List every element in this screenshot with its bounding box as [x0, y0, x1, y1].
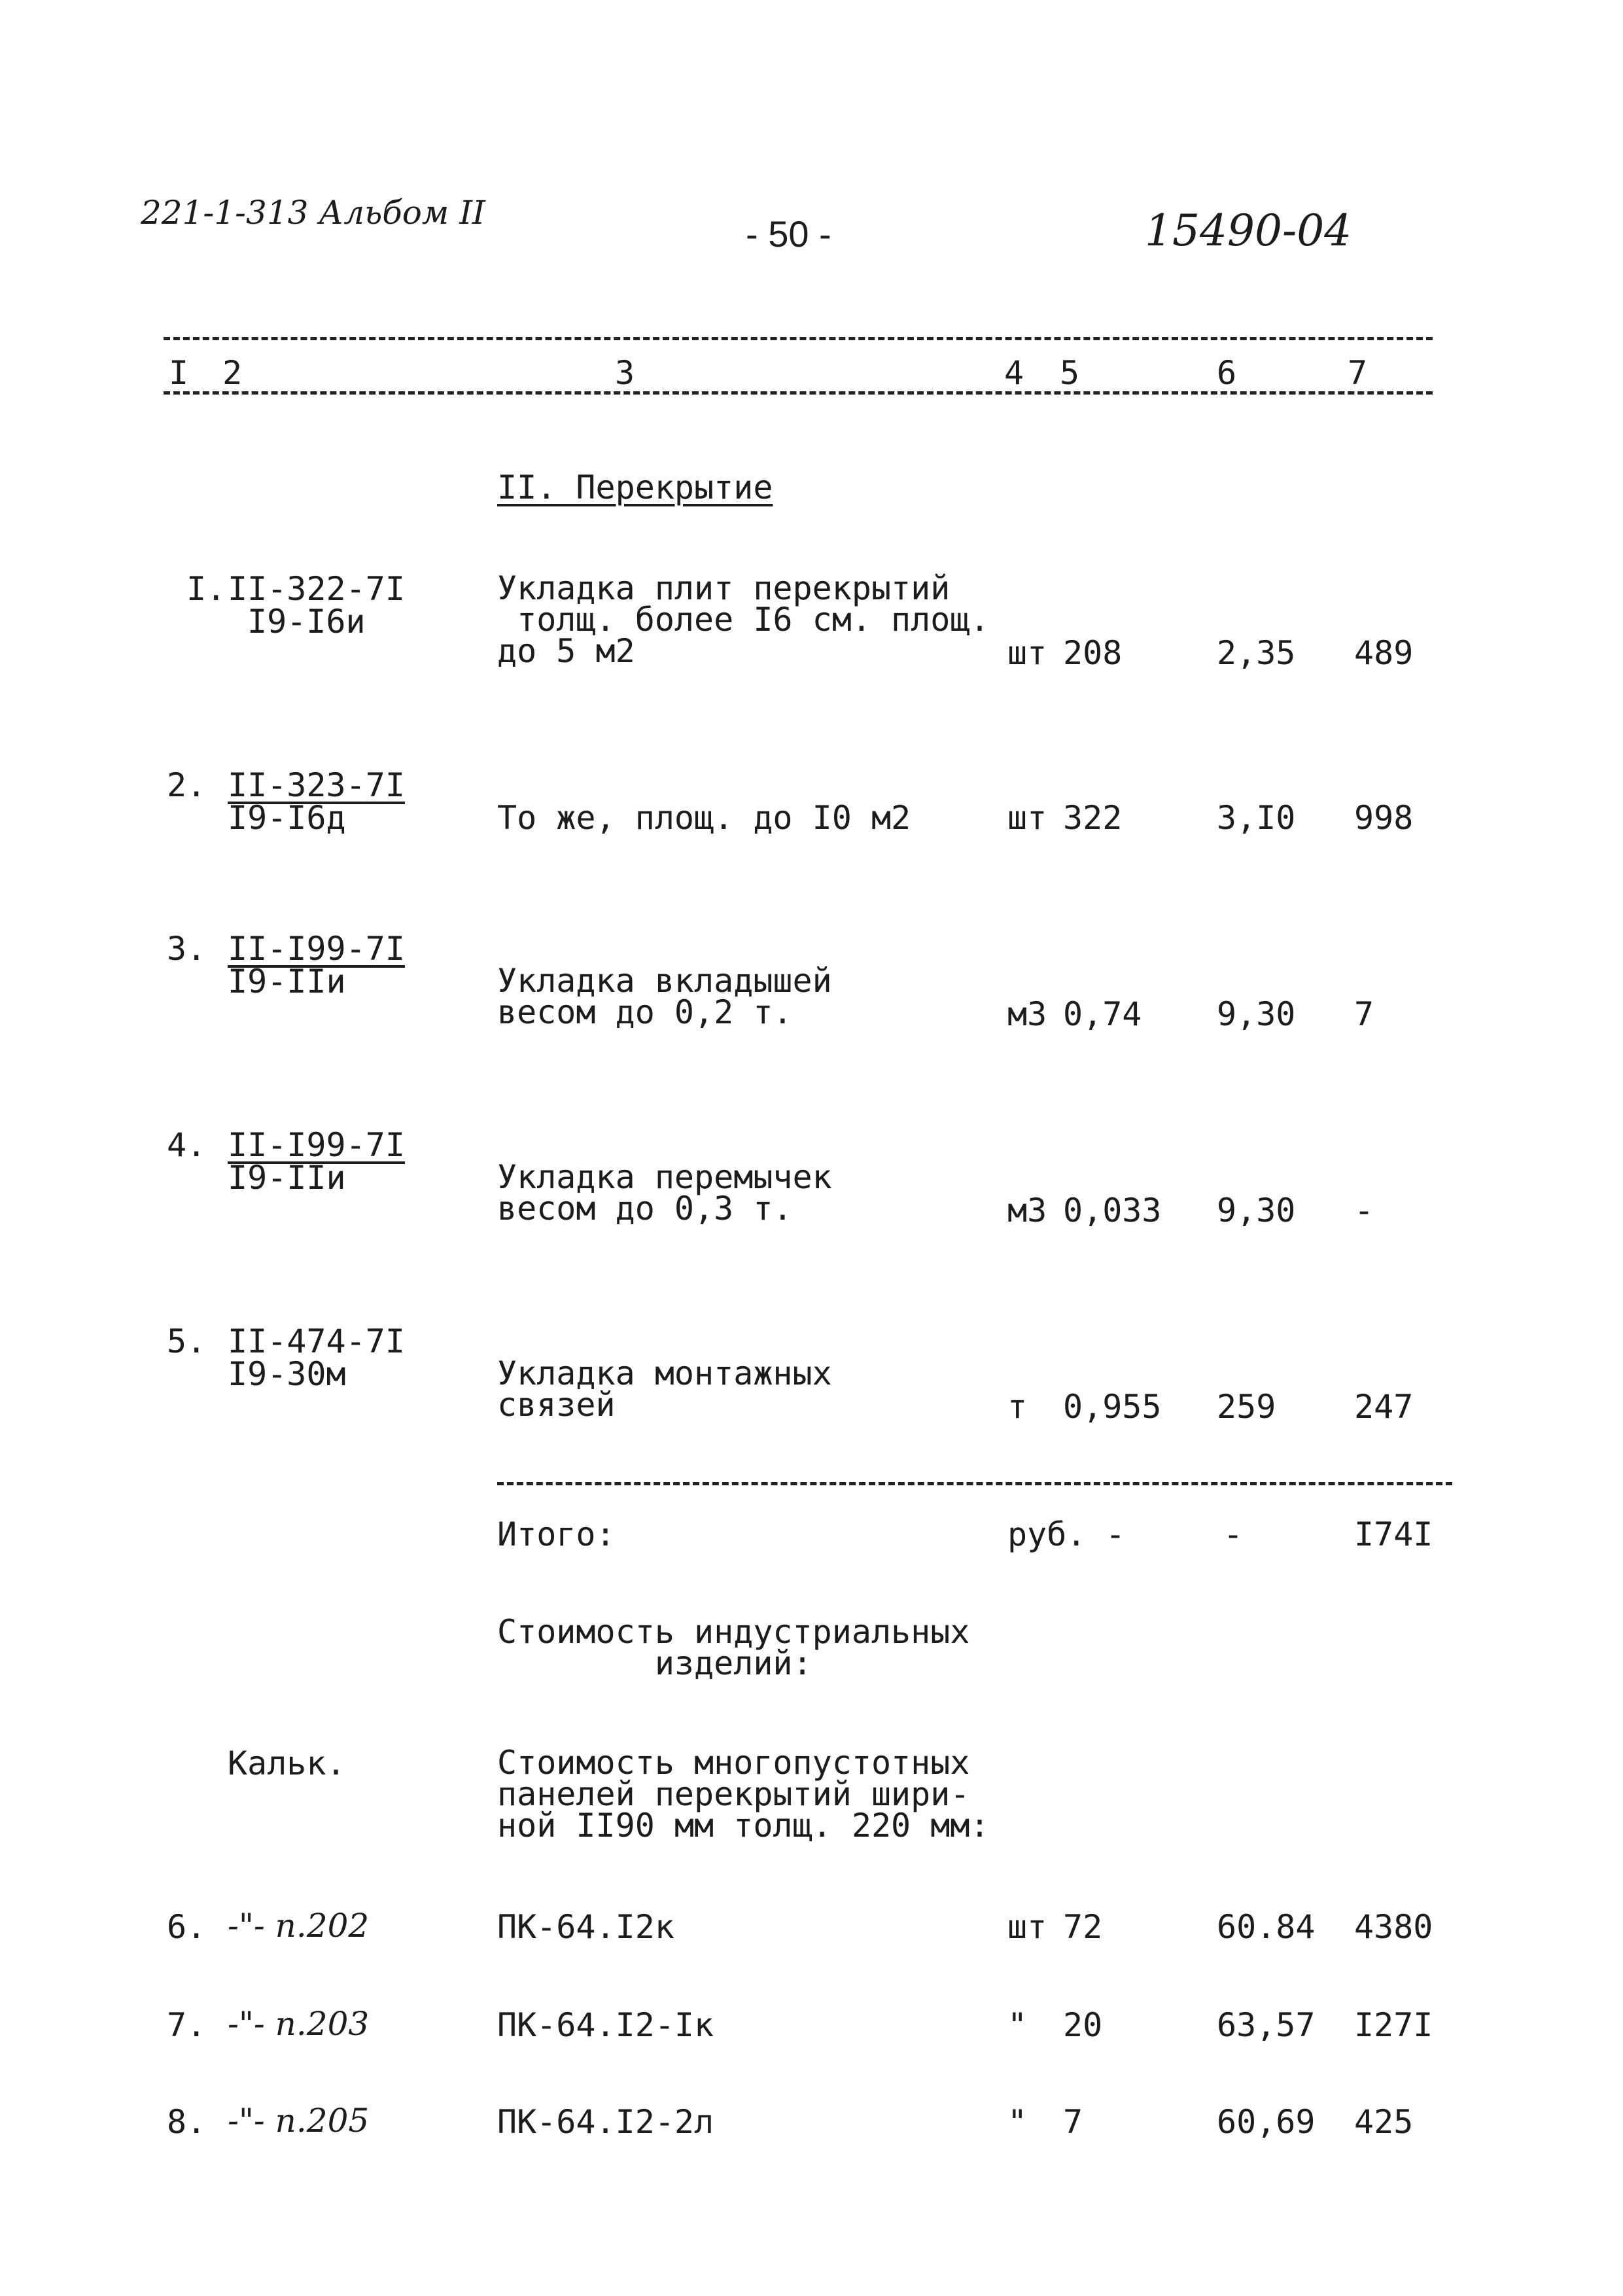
- row-1-unit: шт: [1007, 634, 1047, 672]
- column-header-4: 4: [1004, 354, 1024, 392]
- row-3-price: 9,30: [1217, 995, 1296, 1033]
- item-7-number: 7.: [167, 2006, 207, 2044]
- row-5-quantity: 0,955: [1063, 1388, 1162, 1426]
- item-8-reference: -"- п.205: [228, 2102, 370, 2140]
- item-7-total: I27I: [1354, 2006, 1433, 2044]
- column-header-3: 3: [615, 354, 635, 392]
- item-6-name: ПК-64.I2к: [497, 1908, 674, 1946]
- item-7-name: ПК-64.I2-Iк: [497, 2006, 714, 2044]
- row-3-code: II-I99-7I: [228, 930, 405, 968]
- item-6-price: 60.84: [1217, 1908, 1316, 1946]
- item-7-reference: -"- п.203: [228, 2005, 370, 2043]
- item-8-name: ПК-64.I2-2л: [497, 2103, 714, 2141]
- row-2-number: 2.: [167, 766, 207, 804]
- item-6-total: 4380: [1354, 1908, 1433, 1946]
- row-4-description: Укладка перемычек весом до 0,3 т.: [497, 1158, 832, 1227]
- item-6-reference: -"- п.202: [228, 1907, 370, 1945]
- row-2-subcode: I9-I6д: [228, 799, 346, 837]
- item-8-total: 425: [1354, 2103, 1414, 2141]
- row-5-price: 259: [1217, 1388, 1276, 1426]
- subtotal-quantity: -: [1106, 1515, 1126, 1553]
- row-4-unit: м3: [1007, 1192, 1047, 1229]
- row-3-subcode: I9-IIи: [228, 963, 346, 1000]
- section-title: II. Перекрытие: [497, 468, 773, 506]
- column-header-5: 5: [1060, 354, 1080, 392]
- row-4-price: 9,30: [1217, 1192, 1296, 1229]
- row-4-subcode: I9-IIи: [228, 1159, 346, 1197]
- row-3-description: Укладка вкладышей весом до 0,2 т.: [497, 962, 832, 1031]
- industrial-products-heading: Стоимость индустриальных изделий:: [497, 1613, 970, 1682]
- subtotal-label: Итого:: [497, 1515, 616, 1553]
- header-rule-bottom: [164, 391, 1433, 395]
- row-2-price: 3,I0: [1217, 799, 1296, 837]
- item-6-quantity: 72: [1063, 1908, 1103, 1946]
- document-code: 15490-04: [1145, 205, 1352, 256]
- row-3-total: 7: [1354, 995, 1374, 1033]
- subtotal-rule: [497, 1482, 1452, 1485]
- column-header-6: 6: [1217, 354, 1237, 392]
- row-4-code: II-I99-7I: [228, 1126, 405, 1164]
- row-4-total: -: [1354, 1192, 1374, 1229]
- subtotal-price: -: [1223, 1515, 1244, 1553]
- row-1-description: Укладка плит перекрытий толщ. более I6 см. площ. до 5 м2: [497, 569, 990, 670]
- subtotal-unit: руб.: [1007, 1515, 1087, 1553]
- row-3-quantity: 0,74: [1063, 995, 1142, 1033]
- row-5-code: II-474-7I: [228, 1322, 405, 1360]
- row-4-number: 4.: [167, 1126, 207, 1164]
- item-8-unit: ": [1007, 2103, 1028, 2141]
- row-5-subcode: I9-30м: [228, 1355, 346, 1393]
- row-5-total: 247: [1354, 1388, 1414, 1426]
- row-5-number: 5.: [167, 1322, 207, 1360]
- calculation-label: Кальк.: [228, 1744, 346, 1782]
- item-6-unit: шт: [1007, 1908, 1047, 1946]
- row-1-number: I.: [186, 570, 226, 608]
- row-1-total: 489: [1354, 634, 1414, 672]
- row-4-quantity: 0,033: [1063, 1192, 1162, 1229]
- album-reference: 221-1-313 Альбом II: [141, 194, 485, 232]
- item-7-unit: ": [1007, 2006, 1028, 2044]
- row-1-subcode: I9-I6и: [247, 603, 366, 641]
- row-2-unit: шт: [1007, 799, 1047, 837]
- row-1-quantity: 208: [1063, 634, 1123, 672]
- page-number: - 50 -: [746, 213, 831, 255]
- header-rule-top: [164, 337, 1433, 340]
- item-6-number: 6.: [167, 1908, 207, 1946]
- row-1-code: II-322-7I: [228, 570, 405, 608]
- panel-description: Стоимость многопустотных панелей перекрытий шири- ной II90 мм толщ. 220 мм:: [497, 1744, 990, 1845]
- row-3-number: 3.: [167, 930, 207, 968]
- item-7-price: 63,57: [1217, 2006, 1316, 2044]
- row-1-price: 2,35: [1217, 634, 1296, 672]
- item-7-quantity: 20: [1063, 2006, 1103, 2044]
- subtotal-total: I74I: [1354, 1515, 1433, 1553]
- row-3-unit: м3: [1007, 995, 1047, 1033]
- row-2-code: II-323-7I: [228, 766, 405, 804]
- column-header-1: I: [169, 354, 189, 392]
- row-2-total: 998: [1354, 799, 1414, 837]
- column-header-2: 2: [222, 354, 243, 392]
- item-8-price: 60,69: [1217, 2103, 1316, 2141]
- item-8-quantity: 7: [1063, 2103, 1083, 2141]
- row-5-unit: т: [1007, 1388, 1028, 1426]
- row-5-description: Укладка монтажных связей: [497, 1354, 832, 1424]
- item-8-number: 8.: [167, 2103, 207, 2141]
- row-2-quantity: 322: [1063, 799, 1123, 837]
- row-2-description: То же, площ. до I0 м2: [497, 799, 911, 837]
- column-header-7: 7: [1348, 354, 1368, 392]
